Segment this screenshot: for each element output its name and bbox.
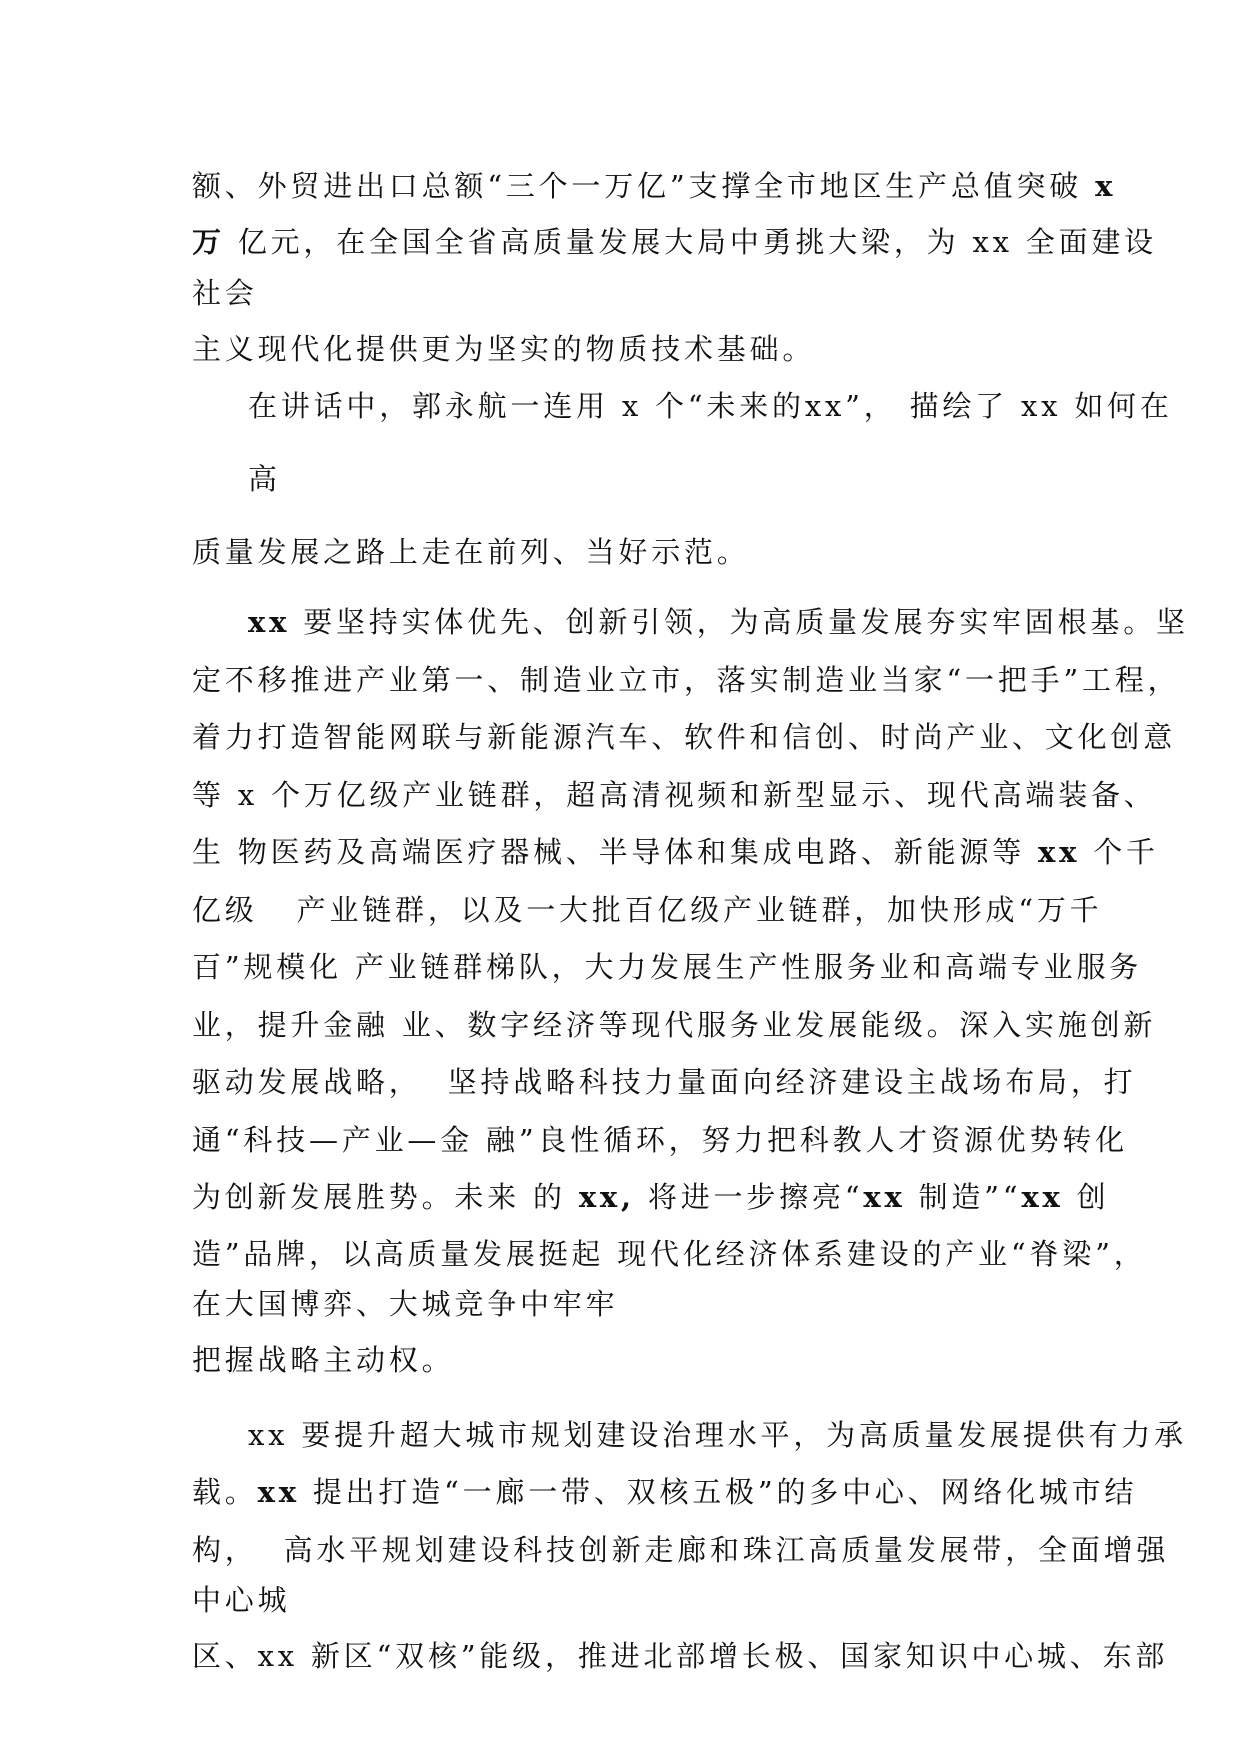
text-line [192,1530,1169,1570]
text-line [192,1284,618,1324]
text-run: 制造”“ [905,1180,1022,1214]
bold-text-run: xx [257,1475,300,1509]
text-run: 创 [1063,1180,1110,1214]
text-line [192,717,1176,757]
text-line [192,1234,1147,1274]
text-run: 提出打造“一廊一带、双核五极”的多中心、网络化城市结 [299,1475,1138,1509]
bold-text-run: xx, [578,1180,635,1214]
bold-text-run: 万 [192,225,225,259]
text-run: 等 x 个万亿级产业链群，超高清视频和新型显示、现代高端装备、 [192,778,1157,812]
text-line [192,890,1102,930]
text-run: 生 物医药及高端医疗器械、半导体和集成电路、新能源等 [192,835,1039,869]
text-line [192,1340,454,1380]
text-run: 区、xx 新区“双核”能级，推进北部增长极、国家知识中心城、东部 [192,1639,1169,1673]
text-line [192,329,815,369]
text-run: 额、外贸进出口总额“三个一万亿”支撑全市地区生产总值突破 [192,169,1096,203]
text-line [192,532,750,572]
text-line [192,1636,1168,1676]
text-run: xx 要提升超大城市规划建设治理水平，为高质量发展提供有力承 [248,1418,1187,1452]
text-line [248,386,1173,426]
text-run: 质量发展之路上走在前列、当好示范。 [192,535,750,569]
bold-text-run: xx [1038,835,1081,869]
text-run: 社会 [192,276,258,310]
text-run: 驱动发展战略， 坚持战略科技力量面向经济建设主战场布局，打 [192,1065,1137,1099]
text-run: 亿元，在全国全省高质量发展大局中勇挑大梁，为 xx 全面建设 [224,225,1157,259]
text-run: 在讲话中，郭永航一连用 x 个“未来的xx”， 描绘了 xx 如何在 [248,389,1173,423]
text-line [192,660,1180,700]
text-line [248,1415,1187,1455]
text-line [192,1580,290,1620]
text-run: 着力打造智能网联与新能源汽车、软件和信创、时尚产业、文化创意 [192,720,1177,754]
bold-text-run: xx [248,605,291,639]
text-run: 定不移推进产业第一、制造业立市，落实制造业当家“一把手”工程， [192,663,1181,697]
text-run: 主义现代化提供更为坚实的物质技术基础。 [192,332,816,366]
text-line [248,459,281,499]
text-run: 在大国博弈、大城竞争中牢牢 [192,1287,619,1321]
text-line [192,947,1142,987]
text-line [192,775,1157,815]
text-run: 百”规模化 产业链群梯队，大力发展生产性服务业和高端专业服务 [192,950,1143,984]
text-line [192,1062,1136,1102]
bold-text-run: x [1095,169,1117,203]
text-line [192,1005,1156,1045]
text-run: 要坚持实体优先、创新引领，为高质量发展夯实牢固根基。坚 [290,605,1189,639]
text-line [192,166,1116,206]
text-line [248,602,1189,642]
text-run: 构， 高水平规划建设科技创新走廊和珠江高质量发展带，全面增强 [192,1533,1170,1567]
text-run: 业，提升金融 业、数字经济等现代服务业发展能级。深入实施创新 [192,1008,1157,1042]
text-run: 中心城 [192,1583,291,1617]
text-run: 亿级 产业链群，以及一大批百亿级产业链群，加快形成“万千 [192,893,1103,927]
text-line [192,1120,1128,1160]
text-run: 为创新发展胜势。未来 的 [192,1180,579,1214]
text-run: 通“科技—产业—金 融”良性循环，努力把科教人才资源优势转化 [192,1123,1128,1157]
text-line [192,222,1157,262]
bold-text-run: xx [1021,1180,1064,1214]
text-run: 高 [248,462,281,496]
bold-text-run: xx [863,1180,906,1214]
text-line [192,1177,1109,1217]
text-run: 造”品牌，以高质量发展挺起 现代化经济体系建设的产业“脊梁”， [192,1237,1147,1271]
text-run: 将进一步擦亮“ [634,1180,864,1214]
text-line [192,273,258,313]
text-line [192,832,1159,872]
text-run: 载。 [192,1475,258,1509]
text-run: 个千 [1080,835,1159,869]
text-run: 把握战略主动权。 [192,1343,455,1377]
text-line [192,1472,1137,1512]
